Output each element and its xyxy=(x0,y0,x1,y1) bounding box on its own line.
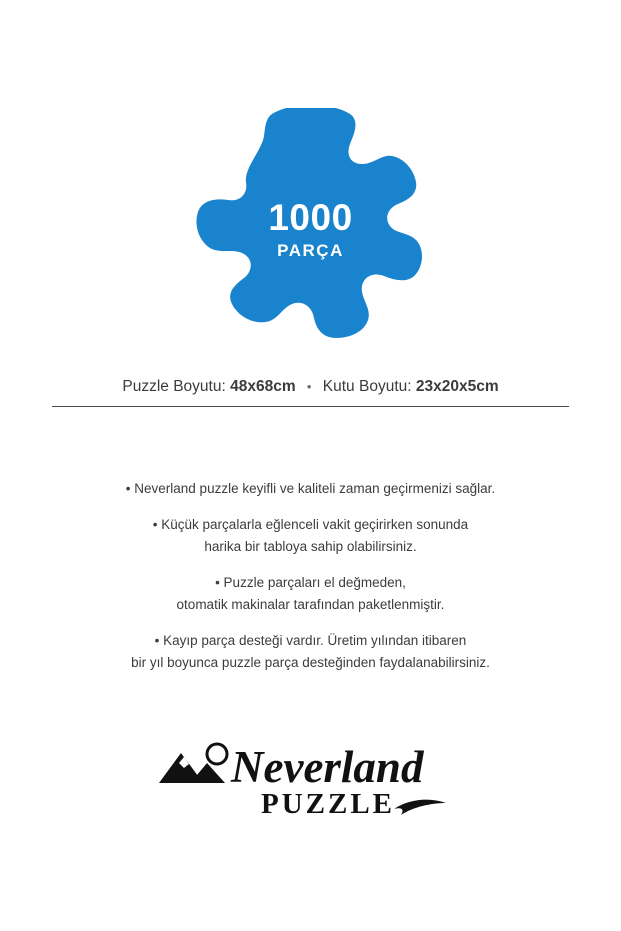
neverland-puzzle-logo-icon xyxy=(151,737,471,823)
feature-line: • Kayıp parça desteği vardır. Üretim yılından itibaren xyxy=(154,633,467,648)
piece-unit-label: PARÇA xyxy=(277,240,344,260)
puzzle-size-value: 48x68cm xyxy=(230,378,296,395)
dimensions-separator: • xyxy=(306,379,312,395)
feature-line: otomatik makinalar tarafından paketlenmiştir. xyxy=(176,597,445,612)
dimensions-line xyxy=(0,378,621,396)
box-size-value: 23x20x5cm xyxy=(415,378,499,395)
feature-line: • Puzzle parçaları el değmeden, xyxy=(215,575,406,590)
feature-item xyxy=(0,630,621,674)
divider xyxy=(52,406,569,407)
piece-count: 1000 xyxy=(268,196,353,238)
box-size-label: Kutu Boyutu: xyxy=(322,378,412,395)
features-list xyxy=(0,478,621,688)
sun-icon xyxy=(207,744,227,764)
brand-subtitle-text: PUZZLE xyxy=(260,788,395,820)
puzzle-piece-icon xyxy=(186,108,436,343)
feature-item xyxy=(0,514,621,558)
feature-line: harika bir tabloya sahip olabilirsiniz. xyxy=(204,539,417,554)
feature-item xyxy=(0,572,621,616)
puzzle-piece-graphic xyxy=(0,108,621,343)
feature-item xyxy=(0,478,621,500)
brand-name-text: Neverland xyxy=(230,742,423,792)
brand-logo xyxy=(0,735,621,825)
feature-line: • Küçük parçalarla eğlenceli vakit geçirirken sonunda xyxy=(152,517,469,532)
feature-line: • Neverland puzzle keyifli ve kaliteli zaman geçirmenizi sağlar. xyxy=(125,481,496,496)
puzzle-size-label: Puzzle Boyutu: xyxy=(122,378,226,395)
mountain-icon xyxy=(159,753,225,783)
feature-line: bir yıl boyunca puzzle parça desteğinden faydalanabilirsiniz. xyxy=(131,655,490,670)
swash-flourish xyxy=(394,800,446,815)
